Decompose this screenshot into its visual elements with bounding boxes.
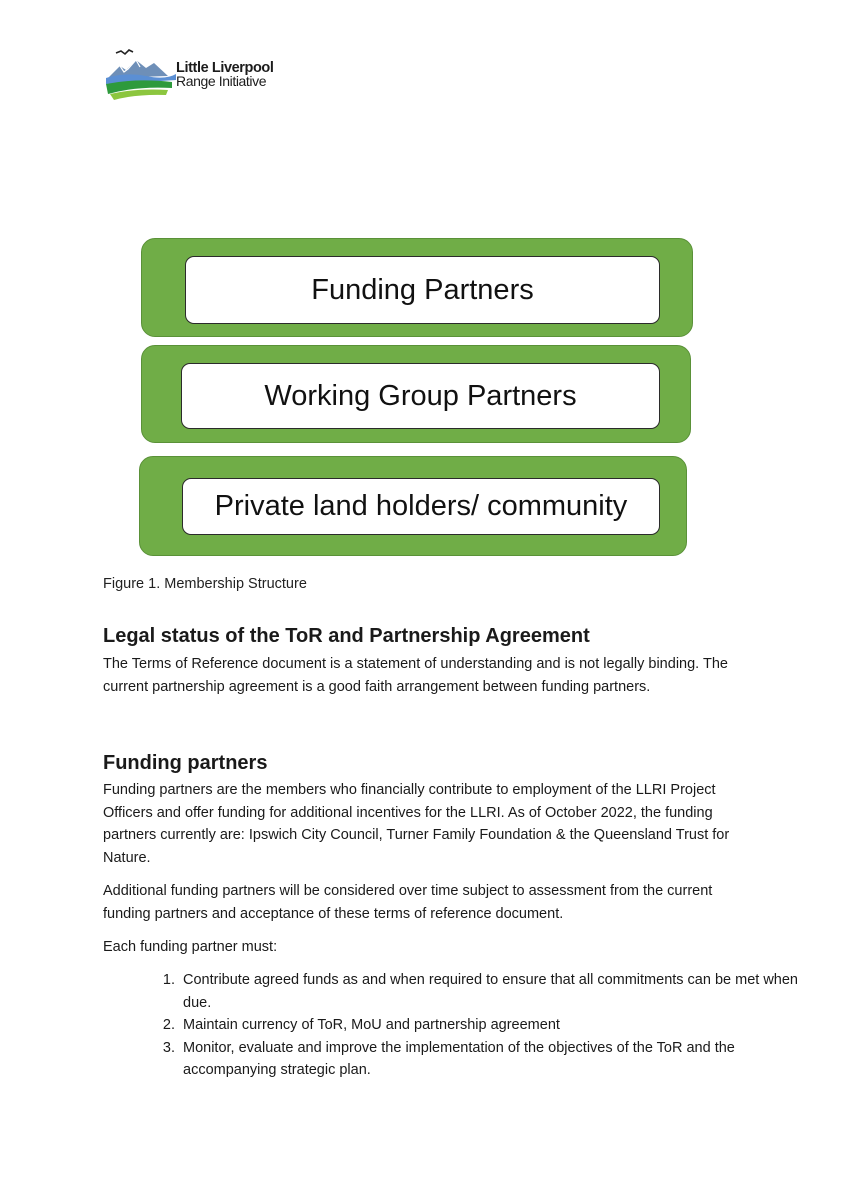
funding-paragraph-1: Funding partners are the members who financially contribute to employment of the LLRI Project Officers and offer funding for additional incentives for the LLRI. As of October 2022, the funding partners currently are: Ipswich City Council, Turner Family Foundation & the Queensland Trust for Nature.	[103, 782, 730, 866]
funding-paragraph-3: Each funding partner must:	[103, 939, 278, 955]
list-item: 3. Monitor, evaluate and improve the implementation of the objectives of the ToR and the accompanying strategic plan.	[179, 1037, 819, 1082]
legal-status-heading: Legal status of the ToR and Partnership Agreement	[103, 625, 590, 647]
llri-logo	[106, 48, 276, 104]
funding-partner-obligations-list	[103, 969, 819, 1082]
tier-label: Private land holders/ community	[182, 478, 660, 535]
list-item: 2. Maintain currency of ToR, MoU and partnership agreement	[179, 1014, 819, 1037]
logo-text-line2: Range Initiative	[176, 73, 267, 89]
tier-private-land-holders	[139, 456, 687, 556]
figure-caption: Figure 1. Membership Structure	[103, 576, 307, 592]
funding-paragraph-2: Additional funding partners will be considered over time subject to assessment from the current funding partners and acceptance of these terms of reference document.	[103, 883, 713, 922]
tier-funding-partners	[141, 238, 693, 337]
list-item: 1. Contribute agreed funds as and when required to ensure that all commitments can be met when due.	[179, 969, 819, 1014]
legal-status-paragraph: The Terms of Reference document is a statement of understanding and is not legally binding. The current partnership agreement is a good faith arrangement between funding partners.	[103, 656, 728, 695]
logo-emblem-icon	[106, 48, 178, 104]
logo-text-line1: Little Liverpool	[176, 60, 274, 76]
tier-label: Funding Partners	[185, 256, 660, 324]
tier-working-group-partners	[141, 345, 691, 443]
tier-label: Working Group Partners	[181, 363, 660, 429]
funding-partners-heading: Funding partners	[103, 752, 268, 774]
